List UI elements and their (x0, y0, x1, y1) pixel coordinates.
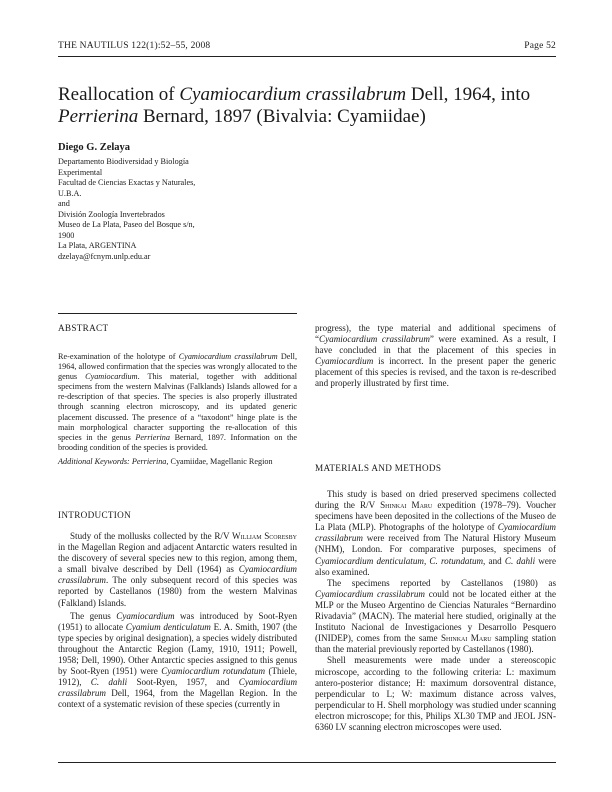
title-text: Dell, 1964, into (406, 84, 531, 105)
affiliation-line: and (58, 199, 70, 208)
intro-text: Soot-Ryen, 1957, and (127, 677, 239, 688)
affiliation-line: 1900 (58, 230, 75, 240)
body-text: were received from The Natural History Museum (NHM), London. For comparative purposes, specimens of (315, 533, 556, 555)
abstract-text: Re-examination of the holotype of (58, 352, 179, 361)
intro-text: The genus (70, 610, 117, 621)
body-text: ” were examined. As a result, I have concluded in that the placement of this species in (315, 334, 556, 356)
intro-text: E. A. Smith, 1907 (the type species by original designation), a species widely distributed throughout the Antarctic Region (Lamy, 1910, 1911; Powell, 1958; Dell, 1990). Other Antarctic species assigned to this genus by Soot-Ryen (1951) were (58, 621, 297, 677)
affiliation-line: Facultad de Ciencias Exactas y Naturales, (58, 178, 196, 187)
abstract-italic: Cyamiocardium (85, 372, 138, 382)
body-text: were also examined. (315, 555, 556, 577)
introduction-body (58, 531, 297, 711)
body-text: is incorrect. In the present paper the generic placement of this species is revised, and the taxon is re-described and properly illustrated by first time. (315, 356, 556, 389)
introduction-heading: INTRODUCTION (58, 510, 132, 520)
intro-italic: Cyamiocardium crassilabrum (58, 677, 298, 699)
author-name: Diego G. Zelaya (58, 142, 131, 153)
body-text: progress), the type material and additional specimens of “ (315, 323, 556, 345)
ship-name: Shinkai Maru (440, 633, 492, 644)
intro-italic: Cyamiocardium (116, 610, 175, 621)
intro-text: Study of the mollusks collected by the R/V (70, 531, 233, 541)
body-text: Shell measurements were made under a stereoscopic microscope, according to the following criteria: L: maximum antero-posterior distance; H: maximum dorsoventral distance, perpendicular to L; W: maximum distance across valves, perpendicular to H. Shell morphology was studied under scanning electron microscope; for this, Philips XL30 TMP and JEOL JSN-6360 LV scanning electron microscopes were used. (315, 655, 556, 732)
affiliation-line: Departamento Biodiversidad y Biología (58, 157, 189, 166)
header-rule (58, 56, 556, 57)
affiliation-email: dzelaya@fcnym.unlp.edu.ar (58, 251, 151, 261)
body-italic: Cyamiocardium crassilabrum (315, 522, 556, 544)
page-number: Page 52 (524, 41, 556, 51)
footer-rule (58, 762, 556, 763)
materials-methods-heading: MATERIALS AND METHODS (315, 463, 442, 473)
body-text: This study is based on dried preserved specimens collected during the R/V (315, 489, 556, 511)
materials-methods-body (315, 489, 556, 733)
title-genus: Perrierina (58, 106, 139, 127)
intro-text: was introduced by Soot-Ryen (1951) to allocate (58, 610, 297, 632)
title-text: Reallocation of (58, 84, 180, 105)
body-italic: C. dahli (504, 555, 536, 566)
title-species: Cyamiocardium crassilabrum (179, 84, 407, 105)
body-text: could not be located either at the MLP or the Museo Argentino de Ciencias Naturales “Bernardino Rivadavia” (MACN). The material here studied, originally at the Instituto Nacional de Investigaciones y Desarrollo Pesquero (INIDEP), comes from the same (315, 588, 556, 644)
journal-header: THE NAUTILUS 122(1):52–55, 2008 (58, 41, 211, 51)
body-italic: Cyamiocardium denticulatum, C. rotundatum, (315, 555, 486, 566)
body-italic: Cyamiocardium (319, 334, 378, 345)
intro-italic: Cyamium denticulatum (125, 621, 211, 632)
abstract-text: Bernard, 1897. Information on the brooding condition of the species is provided. (58, 432, 297, 452)
intro-italic: Cyamiocardium rotundatum (161, 666, 266, 677)
title-text: Bernard, 1897 (Bivalvia: Cyamiidae) (138, 106, 426, 127)
affiliation-line: División Zoología Invertebrados (58, 209, 165, 219)
body-text: and (485, 555, 505, 566)
abstract-text: . This material, together with additional specimens from the western Malvinas (Falklands) Islands allowed for a re-description of that species. The species is also properly illustrated through scanning electron microscopy, and its updated generic placement discussed. The presence of a “taxodont” hinge plate is the main morphological character supporting the re-allocation of this species in the genus (58, 372, 297, 442)
ship-name: Shinkai Maru (380, 500, 433, 511)
ship-name: William Scoresby (232, 531, 297, 541)
intro-text: in the Magellan Region and adjacent Antarctic waters resulted in the discovery of several species new to this region, among them, a small bivalve described by Dell (1964) as (58, 542, 297, 575)
intro-italic: C. dahli (90, 677, 128, 688)
keywords-label: Additional Keywords: Perrierina, (58, 456, 169, 466)
body-italic: crassilabrum (381, 334, 430, 345)
abstract-heading: ABSTRACT (58, 323, 109, 333)
affiliation-line: La Plata, ARGENTINA (58, 241, 137, 250)
author-affiliation (58, 157, 195, 262)
body-italic: Cyamiocardium (315, 356, 374, 367)
body-text: The specimens reported by Castellanos (1980) as (327, 577, 556, 588)
article-title (58, 84, 558, 128)
body-italic: Cyamiocardium crassilabrum (315, 588, 425, 599)
right-column-continuation (315, 323, 556, 390)
affiliation-line: Museo de La Plata, Paseo del Bosque s/n, (58, 220, 195, 229)
abstract-rule (58, 313, 297, 314)
intro-text: Dell, 1964, from the Magellan Region. In the context of a systematic revision of these species (currently in (58, 688, 297, 710)
affiliation-line: Experimental (58, 167, 103, 177)
abstract-italic: Cyamiocardium crassilabrum (178, 352, 278, 361)
abstract-italic: Perrierina (135, 432, 170, 442)
intro-text: . The only subsequent record of this species was reported by Castellanos (1980) from the western Malvinas (Falkland) Islands. (58, 575, 297, 608)
keywords: Cyamiidae, Magellanic Region (168, 456, 273, 466)
intro-italic: Cyamiocardium crassilabrum (58, 564, 297, 586)
intro-text: (Thiele, 1912), (58, 666, 298, 688)
body-text: sampling station than the material previously reported by Castellanos (1980). (315, 633, 556, 655)
abstract-body (58, 352, 297, 467)
body-text: expedition (1978–79). Voucher specimens have been deposited in the collections of the Museo de La Plata (MLP). Photographs of the holotype of (315, 500, 557, 533)
affiliation-line: U.B.A. (58, 188, 82, 198)
abstract-text: Dell, 1964, allowed confirmation that the species was wrongly allocated to the genus (58, 352, 297, 382)
